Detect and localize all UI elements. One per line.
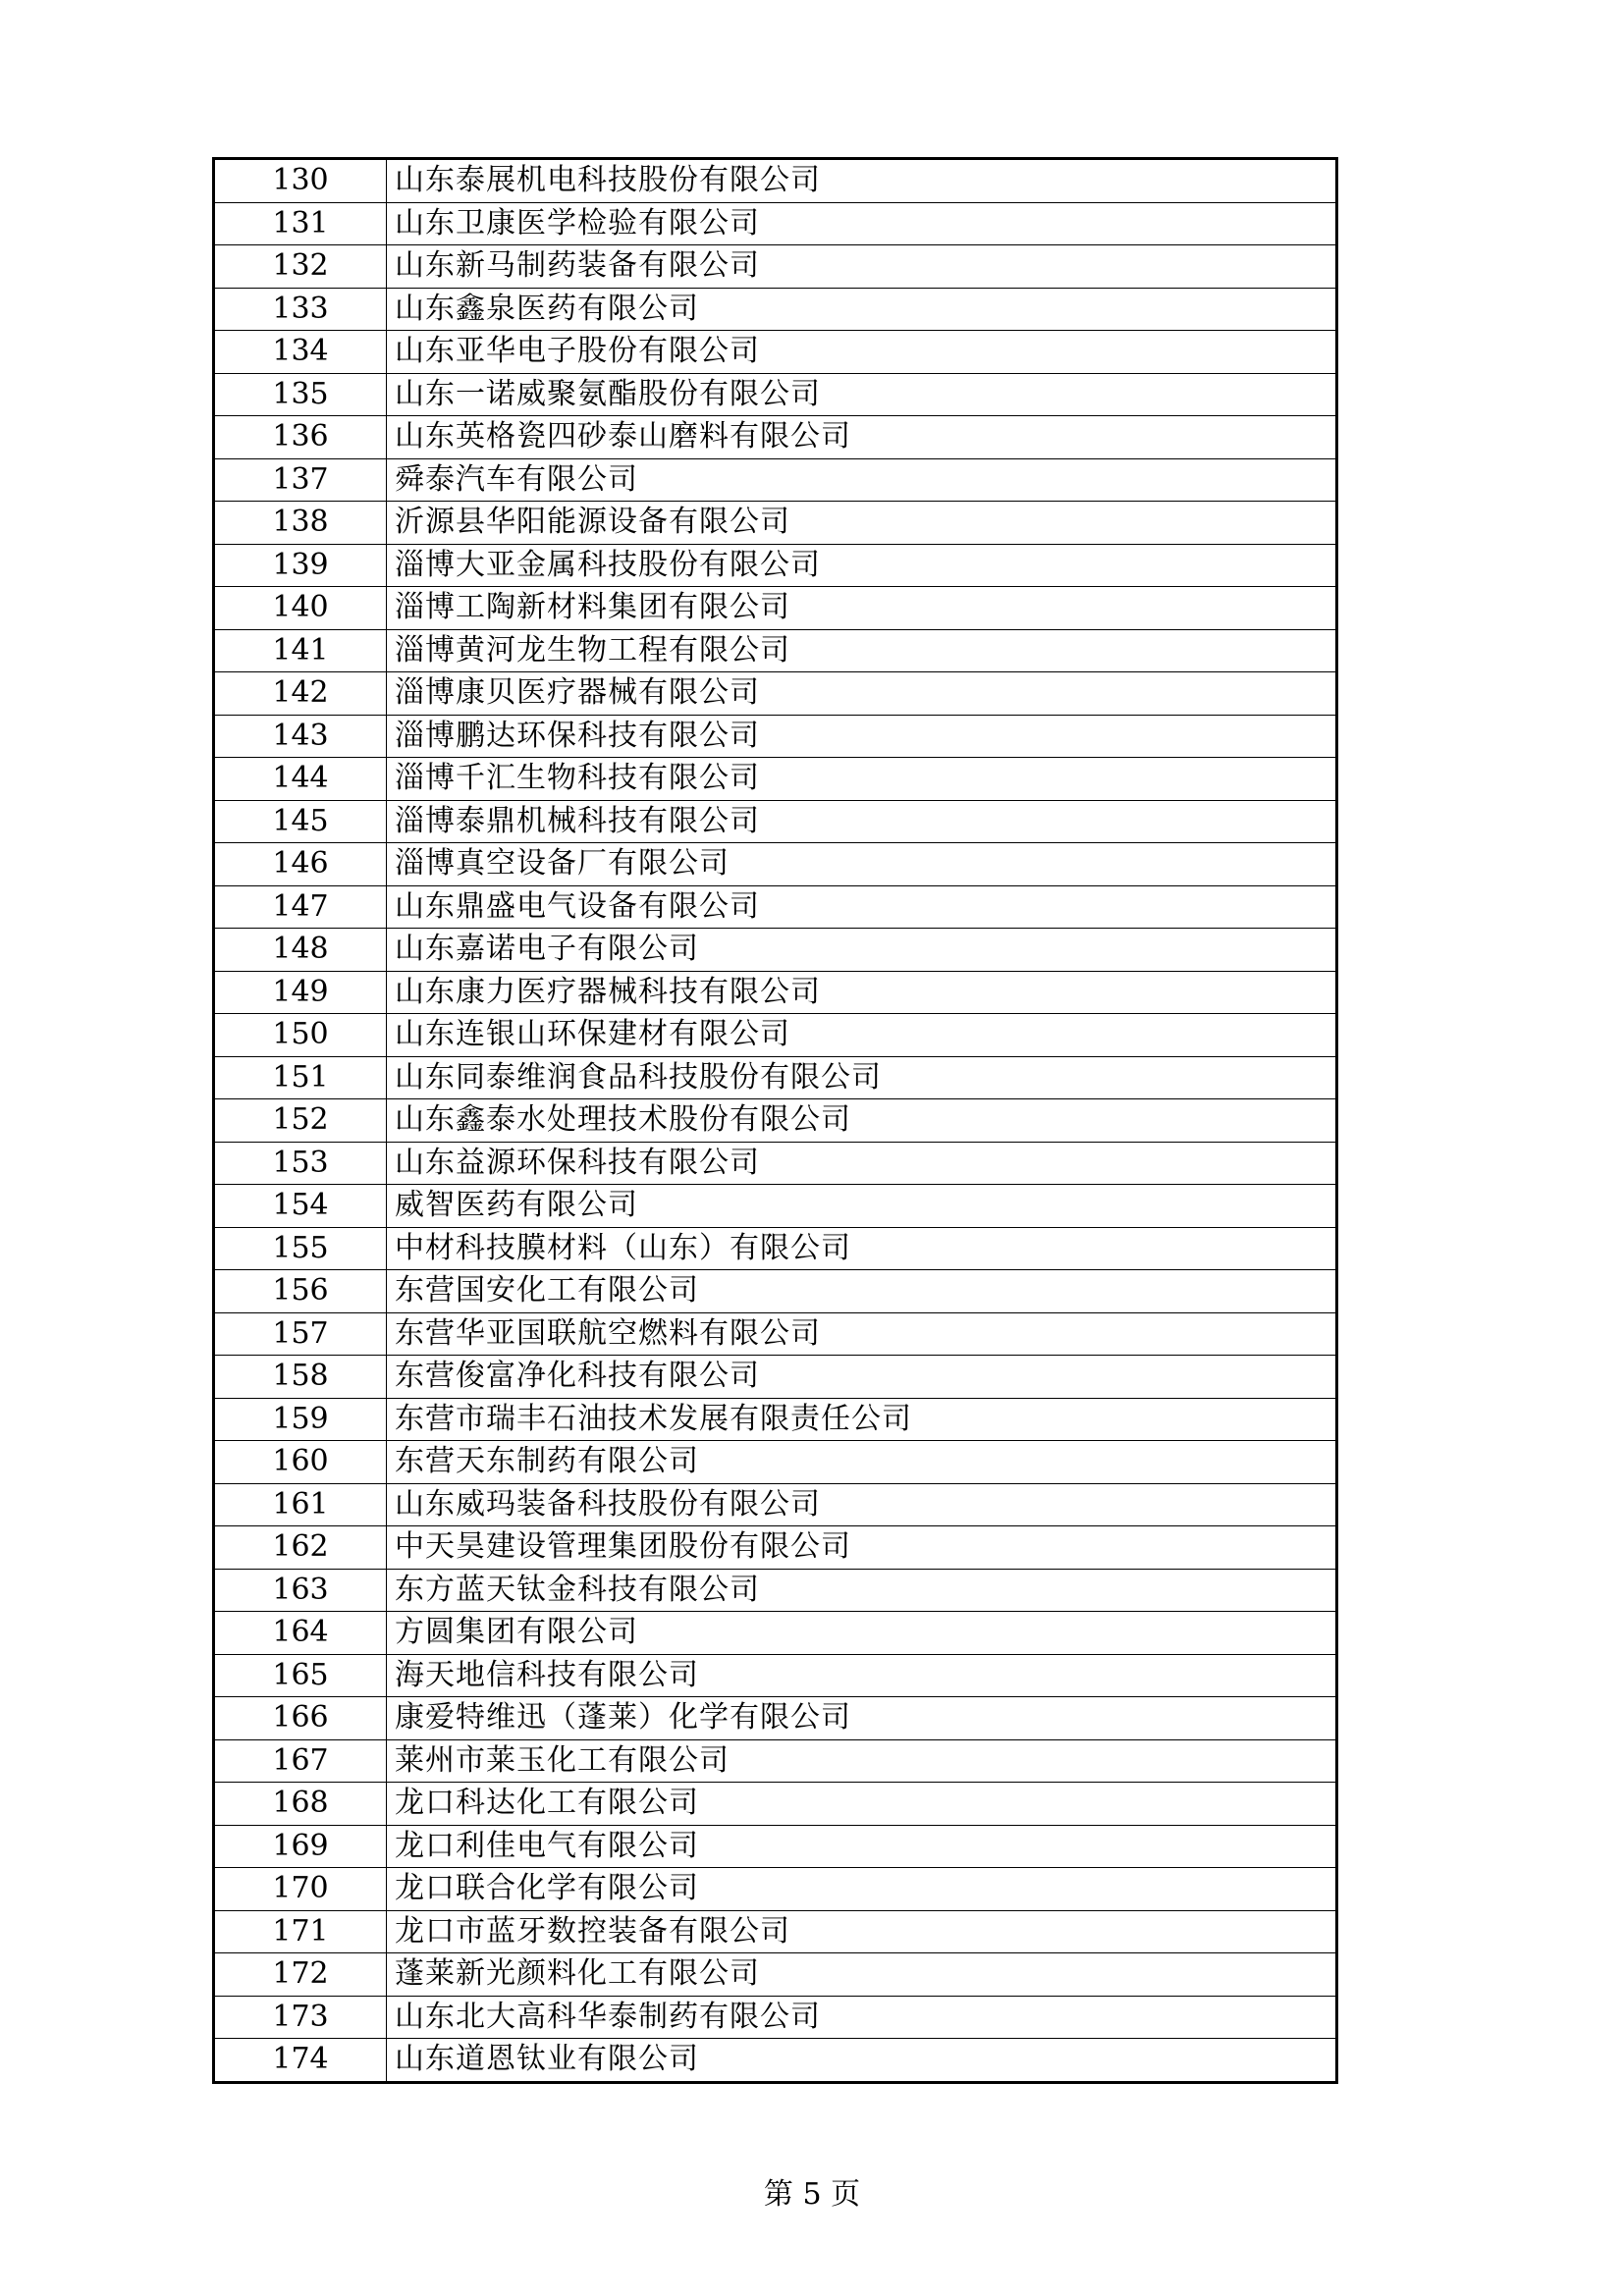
- company-name: 山东连银山环保建材有限公司: [387, 1014, 1337, 1057]
- row-number: 134: [214, 331, 387, 374]
- company-name: 龙口联合化学有限公司: [387, 1868, 1337, 1911]
- company-name: 山东英格瓷四砂泰山磨料有限公司: [387, 416, 1337, 459]
- row-number: 135: [214, 373, 387, 416]
- row-number: 174: [214, 2039, 387, 2083]
- company-name: 中材科技膜材料（山东）有限公司: [387, 1227, 1337, 1270]
- table-row: [214, 2039, 1337, 2083]
- row-number: 145: [214, 800, 387, 843]
- company-name: 蓬莱新光颜料化工有限公司: [387, 1953, 1337, 1997]
- company-name: 山东卫康医学检验有限公司: [387, 202, 1337, 245]
- company-name: 山东鑫泉医药有限公司: [387, 288, 1337, 331]
- row-number: 161: [214, 1483, 387, 1526]
- row-number: 130: [214, 159, 387, 203]
- table-row: [214, 1953, 1337, 1997]
- table-row: [214, 1356, 1337, 1399]
- row-number: 163: [214, 1569, 387, 1612]
- company-name: 舜泰汽车有限公司: [387, 458, 1337, 502]
- company-name: 淄博千汇生物科技有限公司: [387, 758, 1337, 801]
- row-number: 149: [214, 971, 387, 1014]
- table-body: [214, 159, 1337, 2083]
- company-name: 山东嘉诺电子有限公司: [387, 929, 1337, 972]
- company-name: 方圆集团有限公司: [387, 1612, 1337, 1655]
- company-list-table: [212, 157, 1338, 2084]
- company-name: 山东益源环保科技有限公司: [387, 1142, 1337, 1185]
- company-name: 淄博大亚金属科技股份有限公司: [387, 544, 1337, 587]
- row-number: 150: [214, 1014, 387, 1057]
- company-name: 淄博泰鼎机械科技有限公司: [387, 800, 1337, 843]
- company-name: 山东威玛装备科技股份有限公司: [387, 1483, 1337, 1526]
- table-row: [214, 1526, 1337, 1570]
- table-row: [214, 758, 1337, 801]
- row-number: 173: [214, 1996, 387, 2039]
- row-number: 141: [214, 629, 387, 672]
- row-number: 147: [214, 885, 387, 929]
- table-row: [214, 1441, 1337, 1484]
- row-number: 160: [214, 1441, 387, 1484]
- table-row: [214, 1142, 1337, 1185]
- table-row: [214, 458, 1337, 502]
- table-row: [214, 1739, 1337, 1783]
- table-row: [214, 1227, 1337, 1270]
- company-name: 山东鼎盛电气设备有限公司: [387, 885, 1337, 929]
- company-name: 淄博康贝医疗器械有限公司: [387, 672, 1337, 716]
- company-name: 山东鑫泰水处理技术股份有限公司: [387, 1099, 1337, 1143]
- row-number: 136: [214, 416, 387, 459]
- table-row: [214, 929, 1337, 972]
- row-number: 155: [214, 1227, 387, 1270]
- row-number: 153: [214, 1142, 387, 1185]
- row-number: 146: [214, 843, 387, 886]
- table-row: [214, 629, 1337, 672]
- company-name: 龙口科达化工有限公司: [387, 1783, 1337, 1826]
- row-number: 157: [214, 1312, 387, 1356]
- row-number: 172: [214, 1953, 387, 1997]
- row-number: 167: [214, 1739, 387, 1783]
- table-row: [214, 1099, 1337, 1143]
- table-row: [214, 971, 1337, 1014]
- table-row: [214, 1398, 1337, 1441]
- company-name: 山东同泰维润食品科技股份有限公司: [387, 1056, 1337, 1099]
- company-name: 龙口利佳电气有限公司: [387, 1825, 1337, 1868]
- table-row: [214, 1996, 1337, 2039]
- table-row: [214, 416, 1337, 459]
- table-row: [214, 288, 1337, 331]
- row-number: 142: [214, 672, 387, 716]
- row-number: 132: [214, 245, 387, 289]
- table-row: [214, 672, 1337, 716]
- table-row: [214, 331, 1337, 374]
- company-name: 山东一诺威聚氨酯股份有限公司: [387, 373, 1337, 416]
- company-name: 淄博真空设备厂有限公司: [387, 843, 1337, 886]
- table-row: [214, 1697, 1337, 1740]
- row-number: 139: [214, 544, 387, 587]
- table-row: [214, 1910, 1337, 1953]
- table-row: [214, 1569, 1337, 1612]
- table-row: [214, 1654, 1337, 1697]
- company-name: 淄博鹏达环保科技有限公司: [387, 715, 1337, 758]
- row-number: 138: [214, 502, 387, 545]
- table-row: [214, 1483, 1337, 1526]
- table-row: [214, 245, 1337, 289]
- table-row: [214, 843, 1337, 886]
- company-name: 淄博黄河龙生物工程有限公司: [387, 629, 1337, 672]
- row-number: 148: [214, 929, 387, 972]
- table-row: [214, 587, 1337, 630]
- row-number: 154: [214, 1185, 387, 1228]
- company-name: 东营市瑞丰石油技术发展有限责任公司: [387, 1398, 1337, 1441]
- table-row: [214, 715, 1337, 758]
- row-number: 168: [214, 1783, 387, 1826]
- table-row: [214, 800, 1337, 843]
- table-row: [214, 1612, 1337, 1655]
- company-name: 东营俊富净化科技有限公司: [387, 1356, 1337, 1399]
- row-number: 152: [214, 1099, 387, 1143]
- row-number: 144: [214, 758, 387, 801]
- row-number: 165: [214, 1654, 387, 1697]
- company-name: 东方蓝天钛金科技有限公司: [387, 1569, 1337, 1612]
- row-number: 137: [214, 458, 387, 502]
- company-name: 山东道恩钛业有限公司: [387, 2039, 1337, 2083]
- row-number: 166: [214, 1697, 387, 1740]
- row-number: 151: [214, 1056, 387, 1099]
- row-number: 169: [214, 1825, 387, 1868]
- table-row: [214, 1312, 1337, 1356]
- company-name: 山东康力医疗器械科技有限公司: [387, 971, 1337, 1014]
- table-row: [214, 159, 1337, 203]
- row-number: 156: [214, 1270, 387, 1313]
- table-row: [214, 1056, 1337, 1099]
- table-row: [214, 544, 1337, 587]
- table-row: [214, 1868, 1337, 1911]
- table-row: [214, 1783, 1337, 1826]
- company-name: 山东泰展机电科技股份有限公司: [387, 159, 1337, 203]
- row-number: 170: [214, 1868, 387, 1911]
- page-number: 第 5 页: [763, 2177, 861, 2212]
- company-name: 沂源县华阳能源设备有限公司: [387, 502, 1337, 545]
- table-row: [214, 1270, 1337, 1313]
- table-row: [214, 502, 1337, 545]
- company-name: 龙口市蓝牙数控装备有限公司: [387, 1910, 1337, 1953]
- company-name: 东营国安化工有限公司: [387, 1270, 1337, 1313]
- company-name: 中天昊建设管理集团股份有限公司: [387, 1526, 1337, 1570]
- row-number: 140: [214, 587, 387, 630]
- company-name: 东营华亚国联航空燃料有限公司: [387, 1312, 1337, 1356]
- company-name: 海天地信科技有限公司: [387, 1654, 1337, 1697]
- row-number: 162: [214, 1526, 387, 1570]
- company-name: 莱州市莱玉化工有限公司: [387, 1739, 1337, 1783]
- company-name: 威智医药有限公司: [387, 1185, 1337, 1228]
- row-number: 158: [214, 1356, 387, 1399]
- row-number: 133: [214, 288, 387, 331]
- company-name: 山东北大高科华泰制药有限公司: [387, 1996, 1337, 2039]
- row-number: 131: [214, 202, 387, 245]
- company-name: 山东亚华电子股份有限公司: [387, 331, 1337, 374]
- table-row: [214, 1014, 1337, 1057]
- table-row: [214, 1185, 1337, 1228]
- row-number: 159: [214, 1398, 387, 1441]
- row-number: 143: [214, 715, 387, 758]
- company-name: 山东新马制药装备有限公司: [387, 245, 1337, 289]
- row-number: 164: [214, 1612, 387, 1655]
- table-row: [214, 885, 1337, 929]
- company-name: 康爱特维迅（蓬莱）化学有限公司: [387, 1697, 1337, 1740]
- row-number: 171: [214, 1910, 387, 1953]
- table-row: [214, 1825, 1337, 1868]
- table-row: [214, 373, 1337, 416]
- company-name: 淄博工陶新材料集团有限公司: [387, 587, 1337, 630]
- company-name: 东营天东制药有限公司: [387, 1441, 1337, 1484]
- table-row: [214, 202, 1337, 245]
